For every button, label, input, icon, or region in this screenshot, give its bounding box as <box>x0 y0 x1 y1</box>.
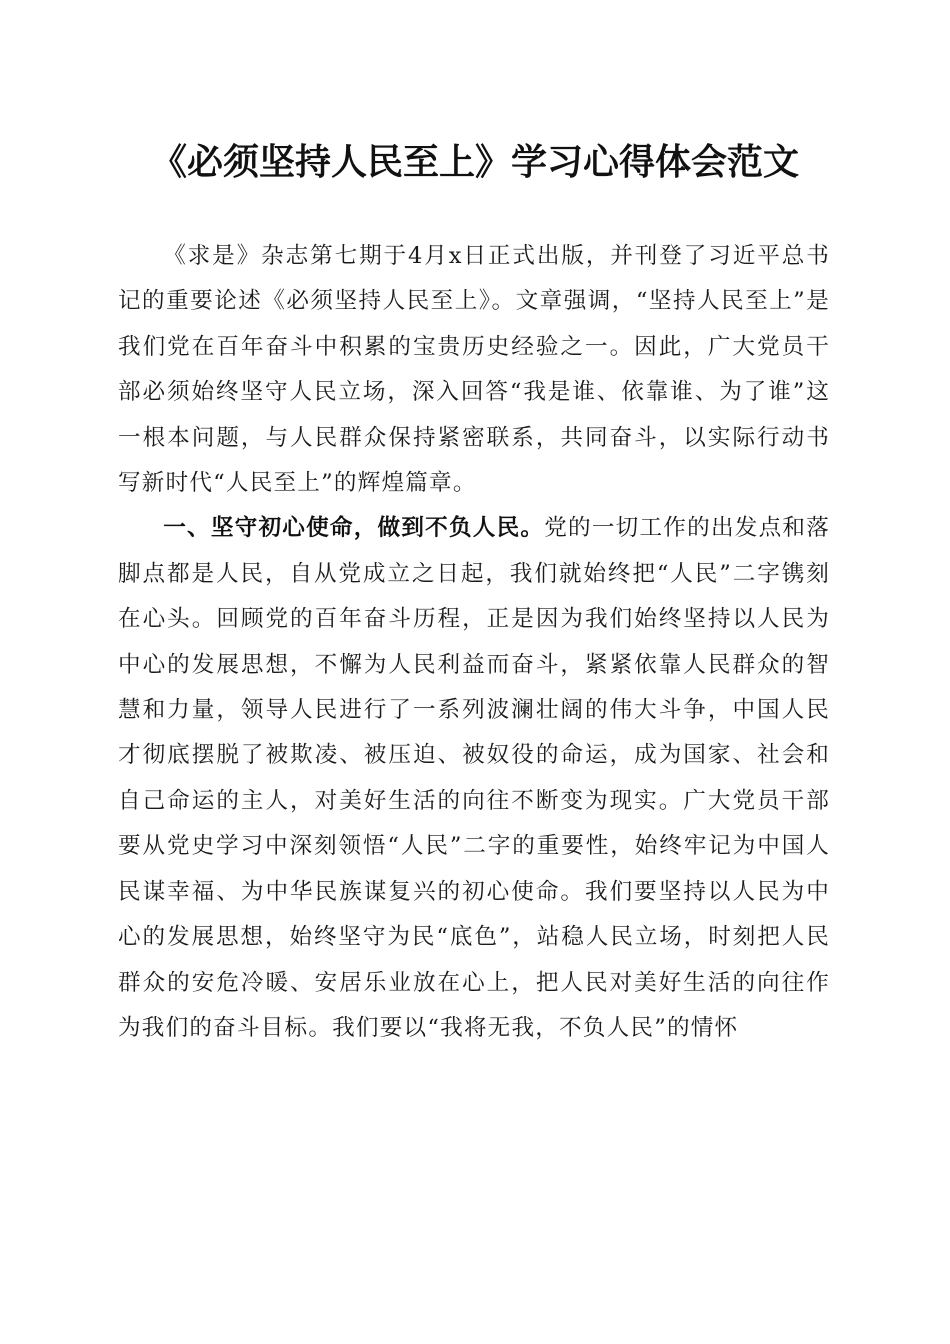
section-one-text: 党的一切工作的出发点和落脚点都是人民，自从党成立之日起，我们就始终把“人民”二字镌刻在心头。回顾党的百年奋斗历程，正是因为我们始终坚持以人民为中心的发展思想，不懈为人民利益而奋斗，紧紧依靠人民群众的智慧和力量，领导人民进行了一系列波澜壮阔的伟大斗争，中国人民才彻底摆脱了被欺凌、被压迫、被奴役的命运，成为国家、社会和自己命运的主人，对美好生活的向往不断变为现实。广大党员干部要从党史学习中深刻领悟“人民”二字的重要性，始终牢记为中国人民谋幸福、为中华民族谋复兴的初心使命。我们要坚持以人民为中心的发展思想，始终坚守为民“底色”，站稳人民立场，时刻把人民群众的安危冷暖、安居乐业放在心上，把人民对美好生活的向往作为我们的奋斗目标。我们要以“我将无我，不负人民”的情怀 <box>118 515 830 1041</box>
paragraph-intro-text: 《求是》杂志第七期于4月x日正式出版，并刊登了习近平总书记的重要论述《必须坚持人民至上》。文章强调，“坚持人民至上”是我们党在百年奋斗中积累的宝贵历史经验之一。因此，广大党员干部必须始终坚守人民立场，深入回答“我是谁、依靠谁、为了谁”这一根本问题，与人民群众保持紧密联系，共同奋斗，以实际行动书写新时代“人民至上”的辉煌篇章。 <box>118 243 830 497</box>
paragraph-intro <box>118 234 830 506</box>
document-body <box>118 234 830 1051</box>
section-one-heading: 一、坚守初心使命，做到不负人民。 <box>163 515 545 542</box>
paragraph-section-one <box>118 506 830 1051</box>
document-title: 《必须坚持人民至上》学习心得体会范文 <box>150 141 799 183</box>
